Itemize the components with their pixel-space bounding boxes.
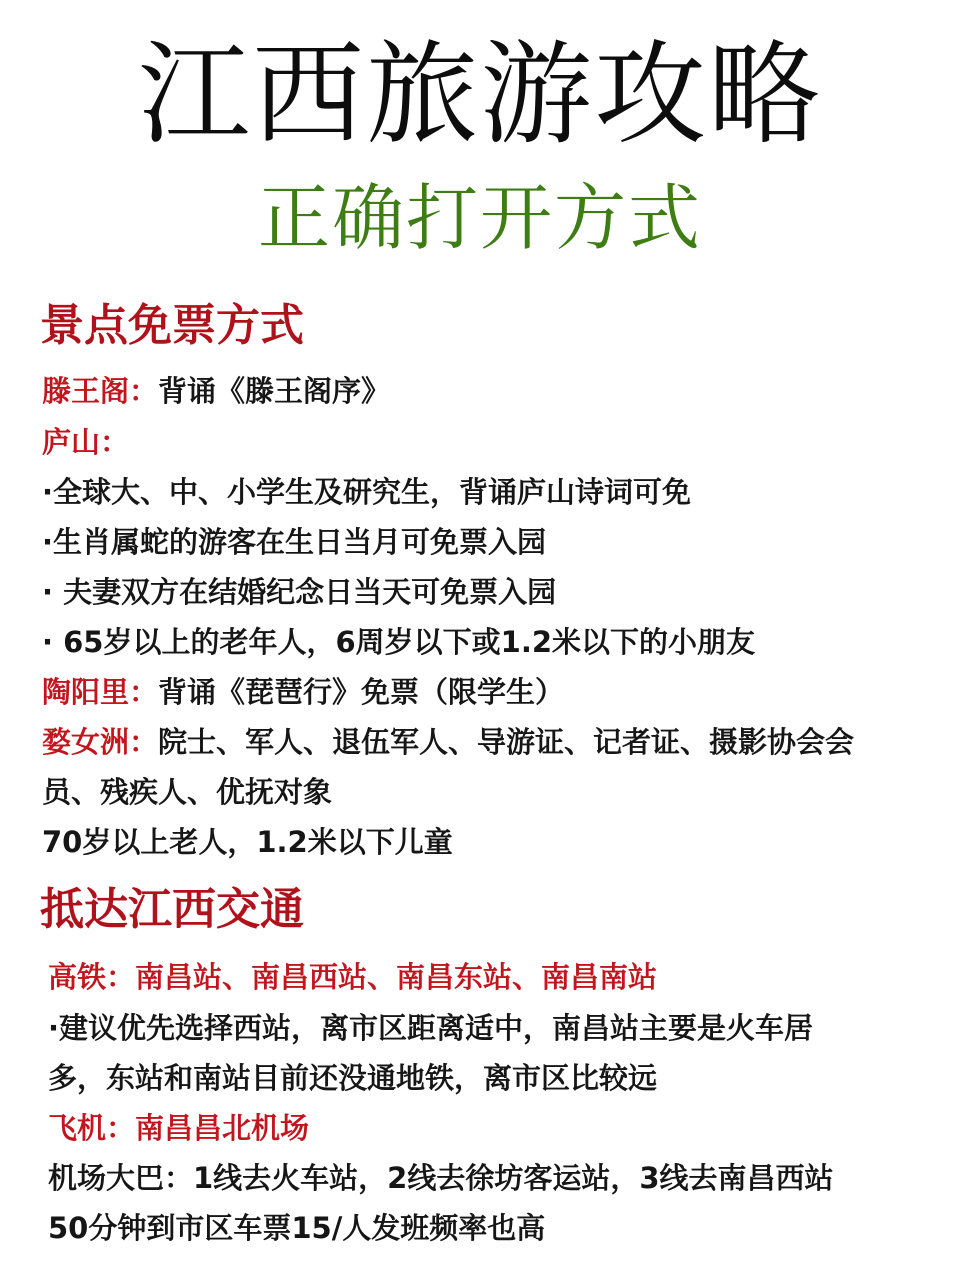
- air-text-1: 机场大巴：1线去火车站，2线去徐坊客运站，3线去南昌西站: [48, 1161, 834, 1195]
- taoyang-text: 背诵《琵琶行》免票（限学生）: [158, 675, 565, 709]
- lushan-item-1: ·全球大、中、小学生及研究生，背诵庐山诗词可免: [42, 475, 692, 509]
- taoyang-line: [42, 672, 564, 712]
- wunv-label: 婺女洲：: [42, 725, 159, 759]
- tengwang-label: 滕王阁：: [42, 374, 159, 408]
- rail-stations: 南昌站、南昌西站、南昌东站、南昌南站: [135, 960, 658, 994]
- taoyang-label: 陶阳里：: [42, 675, 159, 709]
- lushan-line: [42, 422, 129, 462]
- lushan-item-4: · 65岁以上的老年人，6周岁以下或1.2米以下的小朋友: [42, 625, 756, 659]
- air-line: [48, 1108, 309, 1148]
- air-text-2: 50分钟到市区车票15/人发班频率也高: [48, 1211, 546, 1245]
- section-heading-free-tickets: 景点免票方式: [40, 300, 304, 351]
- air-airport: 南昌昌北机场: [135, 1111, 310, 1145]
- lushan-label: 庐山：: [42, 425, 130, 459]
- page-title: 江西旅游攻略: [138, 30, 822, 160]
- tengwang-text: 背诵《滕王阁序》: [158, 374, 391, 408]
- wunv-line-1: [42, 722, 854, 762]
- wunv-text-1: 院士、军人、退伍军人、导游证、记者证、摄影协会会: [158, 725, 855, 759]
- lushan-item-3: · 夫妻双方在结婚纪念日当天可免票入园: [42, 575, 557, 609]
- rail-text-1: ·建议优先选择西站，离市区距离适中，南昌站主要是火车居: [48, 1011, 814, 1045]
- rail-text-2: 多，东站和南站目前还没通地铁，离市区比较远: [48, 1061, 658, 1095]
- rail-label: 高铁：: [48, 960, 136, 994]
- section-heading-transport: 抵达江西交通: [40, 884, 304, 935]
- air-label: 飞机：: [48, 1111, 136, 1145]
- page-subtitle: 正确打开方式: [257, 176, 702, 260]
- tengwang-line: [42, 371, 390, 411]
- rail-line: [48, 957, 657, 997]
- wunv-line-2: 员、残疾人、优抚对象: [42, 775, 333, 809]
- lushan-item-2: ·生肖属蛇的游客在生日当月可免票入园: [42, 525, 547, 559]
- wunv-line-3: 70岁以上老人，1.2米以下儿童: [42, 825, 453, 859]
